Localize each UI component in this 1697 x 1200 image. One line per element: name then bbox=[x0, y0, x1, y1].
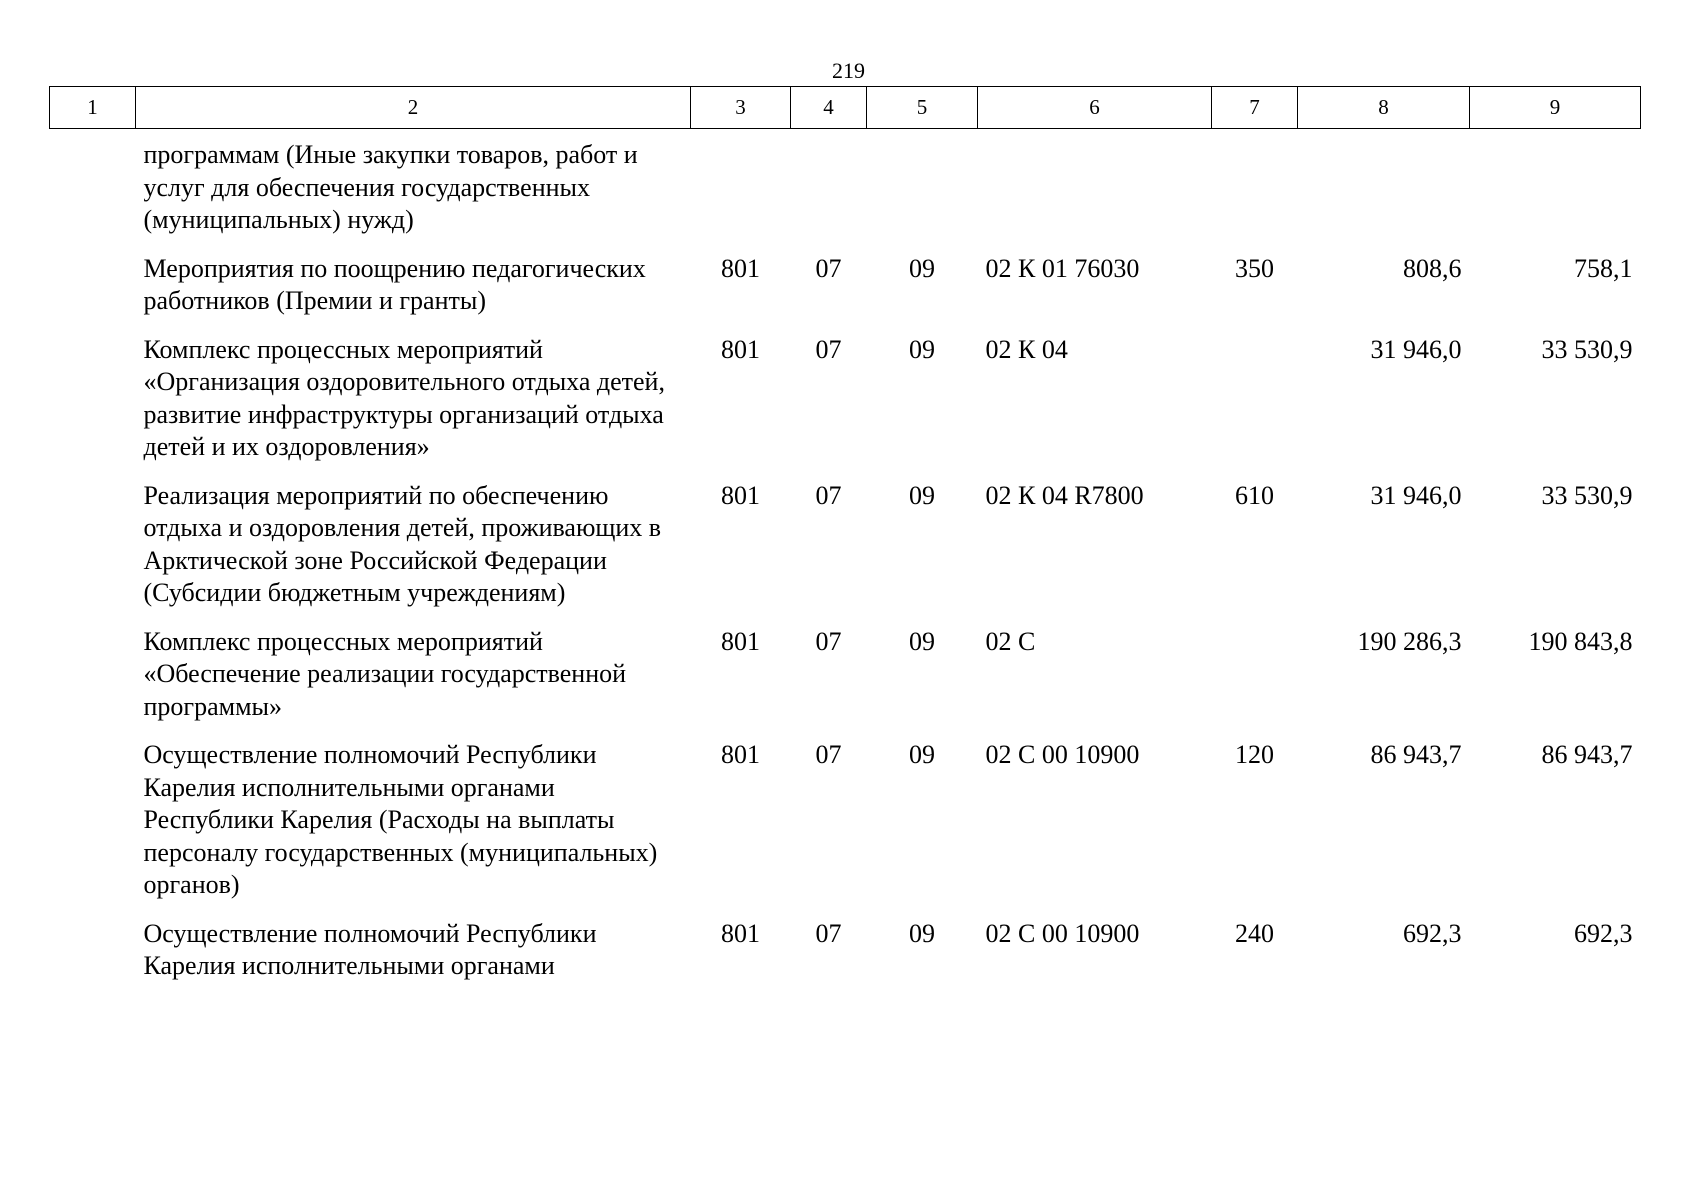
header-row bbox=[50, 87, 1641, 129]
row-expense-type-cell bbox=[1212, 129, 1298, 253]
row-expense-type-cell bbox=[1212, 334, 1298, 480]
table-row bbox=[50, 739, 1641, 918]
column-header-2: 2 bbox=[136, 87, 691, 129]
table-row bbox=[50, 918, 1641, 999]
row-expense-type-cell: 350 bbox=[1235, 253, 1274, 283]
row-expense-type-cell: 240 bbox=[1235, 918, 1274, 948]
row-target-article-cell: 02 С bbox=[985, 626, 1036, 656]
row-index-cell bbox=[50, 739, 136, 918]
table-row bbox=[50, 129, 1641, 253]
row-name-cell: Реализация мероприятий по обеспечению отдыха и оздоровления детей, проживающих в Арктической зоне Российской Федерации (Субсидии бюджетным учреждениям) bbox=[143, 480, 662, 607]
row-grbs-cell: 801 bbox=[721, 334, 760, 364]
row-target-article-cell bbox=[978, 129, 1212, 253]
row-amount-year1-cell: 190 286,3 bbox=[1357, 626, 1462, 656]
column-header-3: 3 bbox=[691, 87, 791, 129]
row-subsection-cell: 09 bbox=[909, 626, 935, 656]
row-amount-year1-cell: 692,3 bbox=[1403, 918, 1462, 948]
row-name-cell: Комплекс процессных мероприятий «Организация оздоровительного отдыха детей, развитие инфраструктуры организаций отдыха детей и их оздоровления» bbox=[143, 334, 665, 461]
column-header-7: 7 bbox=[1212, 87, 1298, 129]
row-amount-year2-cell: 758,1 bbox=[1574, 253, 1633, 283]
row-grbs-cell: 801 bbox=[721, 918, 760, 948]
row-grbs-cell: 801 bbox=[721, 253, 760, 283]
budget-table bbox=[49, 86, 1641, 999]
row-subsection-cell: 09 bbox=[909, 334, 935, 364]
row-index-cell bbox=[50, 334, 136, 480]
row-name-cell: Осуществление полномочий Республики Карелия исполнительными органами bbox=[143, 918, 597, 980]
row-section-cell: 07 bbox=[815, 918, 842, 948]
column-header-5: 5 bbox=[867, 87, 978, 129]
row-amount-year1-cell bbox=[1298, 129, 1470, 253]
row-target-article-cell: 02 К 01 76030 bbox=[985, 253, 1140, 283]
page-number: 219 bbox=[832, 58, 865, 83]
row-amount-year1-cell: 86 943,7 bbox=[1370, 740, 1462, 769]
row-amount-year2-cell: 33 530,9 bbox=[1541, 480, 1633, 510]
row-expense-type-cell: 120 bbox=[1235, 740, 1274, 769]
row-subsection-cell: 09 bbox=[909, 740, 935, 769]
row-name-cell: Комплекс процессных мероприятий «Обеспечение реализации государственной программы» bbox=[143, 626, 627, 721]
row-grbs-cell: 801 bbox=[721, 740, 760, 769]
table-row bbox=[50, 253, 1641, 334]
table-header bbox=[50, 87, 1641, 129]
row-subsection-cell: 09 bbox=[909, 480, 935, 510]
row-index-cell bbox=[50, 129, 136, 253]
row-amount-year2-cell: 86 943,7 bbox=[1541, 740, 1633, 769]
column-header-8: 8 bbox=[1298, 87, 1470, 129]
row-amount-year2-cell: 33 530,9 bbox=[1541, 334, 1633, 364]
table-row bbox=[50, 626, 1641, 740]
row-target-article-cell: 02 К 04 bbox=[985, 334, 1068, 364]
row-name-cell: Мероприятия по поощрению педагогических работников (Премии и гранты) bbox=[143, 253, 646, 315]
row-grbs-cell: 801 bbox=[721, 480, 760, 510]
row-amount-year1-cell: 808,6 bbox=[1403, 253, 1462, 283]
row-index-cell bbox=[50, 480, 136, 626]
row-section-cell bbox=[791, 129, 867, 253]
row-section-cell: 07 bbox=[815, 740, 842, 769]
row-expense-type-cell: 610 bbox=[1235, 480, 1274, 510]
column-header-9: 9 bbox=[1470, 87, 1641, 129]
row-expense-type-cell bbox=[1212, 626, 1298, 740]
row-grbs-cell: 801 bbox=[721, 626, 760, 656]
row-grbs-cell bbox=[691, 129, 791, 253]
row-amount-year1-cell: 31 946,0 bbox=[1370, 480, 1462, 510]
row-subsection-cell: 09 bbox=[909, 918, 935, 948]
column-header-1: 1 bbox=[50, 87, 136, 129]
row-amount-year1-cell: 31 946,0 bbox=[1370, 334, 1462, 364]
row-index-cell bbox=[50, 626, 136, 740]
row-index-cell bbox=[50, 918, 136, 999]
table-body bbox=[50, 129, 1641, 999]
row-section-cell: 07 bbox=[815, 626, 842, 656]
row-amount-year2-cell: 190 843,8 bbox=[1528, 626, 1633, 656]
row-subsection-cell bbox=[867, 129, 978, 253]
row-section-cell: 07 bbox=[815, 480, 842, 510]
row-section-cell: 07 bbox=[815, 253, 842, 283]
row-amount-year2-cell: 692,3 bbox=[1574, 918, 1633, 948]
row-target-article-cell: 02 К 04 R7800 bbox=[985, 480, 1144, 510]
column-header-6: 6 bbox=[978, 87, 1212, 129]
row-name-cell: Осуществление полномочий Республики Карелия исполнительными органами Республики Карелия (Расходы на выплаты персоналу государственных (муниципальных) органов) bbox=[143, 740, 658, 899]
table-row bbox=[50, 334, 1641, 480]
row-amount-year2-cell bbox=[1470, 129, 1641, 253]
row-index-cell bbox=[50, 253, 136, 334]
column-header-4: 4 bbox=[791, 87, 867, 129]
row-subsection-cell: 09 bbox=[909, 253, 935, 283]
table-row bbox=[50, 480, 1641, 626]
row-section-cell: 07 bbox=[815, 334, 842, 364]
row-target-article-cell: 02 С 00 10900 bbox=[985, 918, 1140, 948]
row-target-article-cell: 02 С 00 10900 bbox=[985, 740, 1140, 769]
row-name-cell: программам (Иные закупки товаров, работ и услуг для обеспечения государственных (муниципальных) нужд) bbox=[143, 140, 638, 234]
